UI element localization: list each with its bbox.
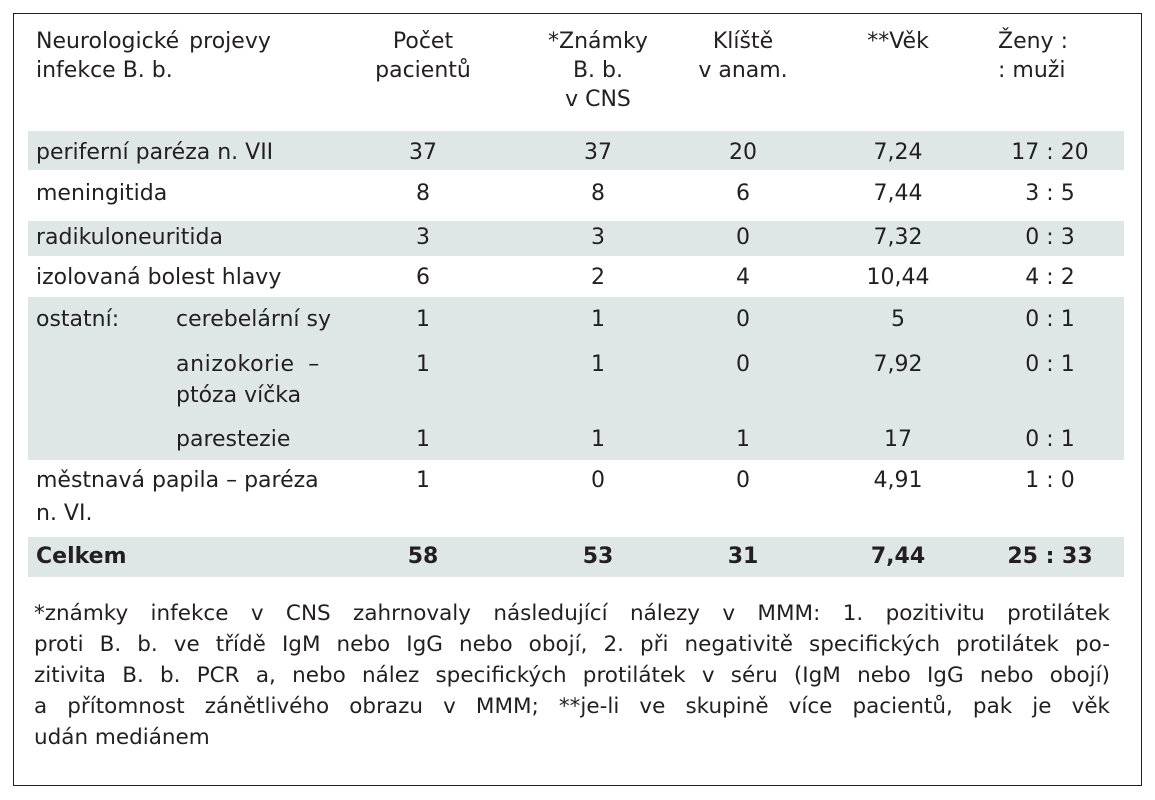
cell-ratio: 0 : 1	[1025, 307, 1075, 332]
header-line: pacientů	[375, 58, 471, 83]
header-line: B. b.	[572, 58, 624, 83]
cell-tick: 6	[736, 181, 750, 206]
cell-ratio: 25 : 33	[1007, 544, 1093, 569]
subrow-label: anizokorie –	[176, 352, 320, 377]
cell-cns: 1	[591, 427, 605, 452]
cell-age: 7,44	[873, 181, 923, 206]
cell-cns: 1	[591, 307, 605, 332]
header-line: Ženy :	[998, 29, 1068, 54]
cell-age: 7,44	[870, 544, 926, 569]
cell-tick: 31	[727, 544, 759, 569]
cell-tick: 0	[736, 468, 750, 493]
row-label: izolovaná bolest hlavy	[36, 265, 282, 290]
cell-ratio: 1 : 0	[1025, 468, 1075, 493]
cell-count: 1	[416, 307, 430, 332]
table-header	[28, 27, 1124, 127]
header-diagnosis-line: Neurologické projevy	[36, 29, 271, 54]
cell-tick: 0	[736, 307, 750, 332]
header-tick-history	[688, 27, 798, 85]
cell-tick: 20	[729, 140, 757, 165]
header-cns-signs	[538, 27, 658, 114]
cell-count: 58	[407, 544, 439, 569]
cell-tick: 0	[736, 352, 750, 377]
cell-count: 1	[416, 352, 430, 377]
header-line: v CNS	[565, 87, 631, 112]
header-line: Klíště	[712, 29, 774, 54]
cell-ratio: 0 : 1	[1025, 427, 1075, 452]
cell-age: 7,92	[873, 352, 923, 377]
header-diagnosis-line: infekce B. b.	[36, 58, 173, 83]
total-label: Celkem	[36, 544, 127, 569]
cell-ratio: 4 : 2	[1025, 265, 1075, 290]
header-diagnosis	[36, 27, 386, 85]
header-patient-count	[373, 27, 473, 85]
cell-age: 7,24	[873, 140, 923, 165]
cell-cns: 37	[584, 140, 612, 165]
cell-count: 3	[416, 225, 430, 250]
cell-count: 1	[416, 468, 430, 493]
header-line: **Věk	[867, 29, 929, 54]
header-age	[843, 27, 953, 56]
footnote-line: zitivita B. b. PCR a, nebo nález specifických protilátek v séru (IgM nebo IgG nebo obojí)	[34, 663, 1110, 688]
subrow-label: cerebelární sy	[176, 307, 332, 332]
cell-ratio: 0 : 3	[1025, 225, 1075, 250]
header-line: Počet	[392, 29, 454, 54]
table-footnote	[34, 598, 1110, 753]
cell-tick: 4	[736, 265, 750, 290]
cell-cns: 2	[591, 265, 605, 290]
cell-ratio: 3 : 5	[1025, 181, 1075, 206]
cell-cns: 53	[582, 544, 614, 569]
row-label: periferní paréza n. VII	[36, 140, 274, 165]
cell-tick: 0	[736, 225, 750, 250]
footnote-line: udán mediánem	[34, 725, 210, 750]
footnote-line: a přítomnost zánětlivého obrazu v MMM; **je-li ve skupině více pacientů, pak je věk	[34, 694, 1110, 719]
row-label: n. VI.	[36, 501, 93, 526]
cell-count: 8	[416, 181, 430, 206]
cell-ratio: 0 : 1	[1025, 352, 1075, 377]
cell-count: 1	[416, 427, 430, 452]
subrow-label: ptóza víčka	[176, 383, 302, 408]
cell-count: 37	[409, 140, 437, 165]
cell-age: 5	[891, 307, 905, 332]
cell-count: 6	[416, 265, 430, 290]
row-label: městnavá papila – paréza	[36, 468, 319, 493]
cell-age: 4,91	[873, 468, 923, 493]
row-label: radikuloneuritida	[36, 225, 223, 250]
footnote-line: proti B. b. ve třídě IgM nebo IgG nebo obojí, 2. při negativitě specifických protilátek po-	[34, 632, 1110, 657]
cell-cns: 8	[591, 181, 605, 206]
cell-cns: 1	[591, 352, 605, 377]
cell-age: 10,44	[866, 265, 930, 290]
subrow-label: parestezie	[176, 427, 291, 452]
footnote-line: *známky infekce v CNS zahrnovaly následující nálezy v MMM: 1. pozitivitu protilátek	[34, 601, 1110, 626]
cell-tick: 1	[736, 427, 750, 452]
header-line: v anam.	[698, 58, 788, 83]
header-sex-ratio	[993, 27, 1108, 85]
cell-age: 17	[884, 427, 912, 452]
cell-ratio: 17 : 20	[1011, 140, 1089, 165]
group-label: ostatní:	[36, 307, 120, 332]
cell-cns: 3	[591, 225, 605, 250]
cell-cns: 0	[591, 468, 605, 493]
header-line: : muži	[998, 58, 1066, 83]
header-line: *Známky	[548, 29, 648, 54]
row-label: meningitida	[36, 181, 168, 206]
cell-age: 7,32	[873, 225, 923, 250]
